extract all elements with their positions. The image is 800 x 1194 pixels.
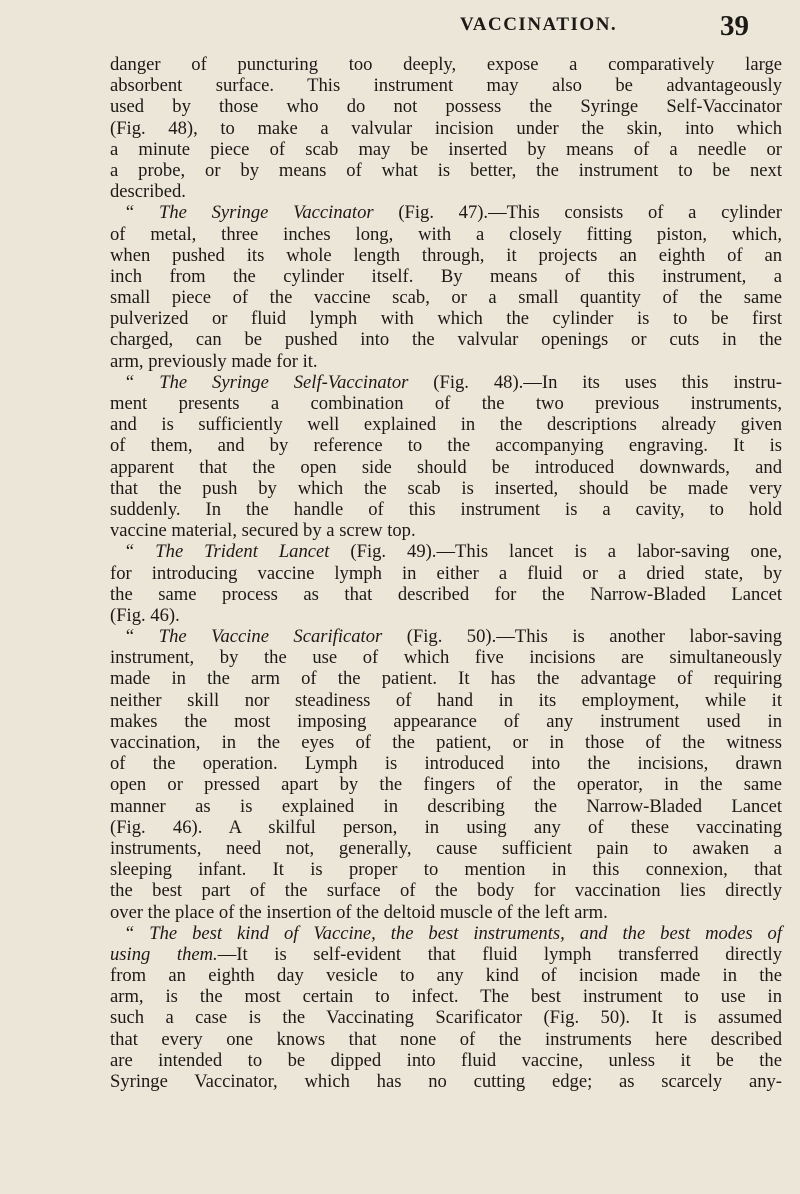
text-line: [110, 54, 782, 75]
line-text: from an eighth day vesicle to any kind of incision made in the: [110, 965, 782, 987]
line-text: of them, and by reference to the accompanying engraving. It is: [110, 435, 782, 457]
line-text: suddenly. In the handle of this instrument is a cavity, to hold: [110, 498, 782, 520]
line-text: over the place of the insertion of the deltoid muscle of the left arm.: [110, 901, 608, 923]
text-line: [110, 986, 782, 1007]
text-line: [110, 520, 782, 541]
line-text: manner as is explained in describing the Narrow-Bladed Lancet: [110, 795, 782, 817]
line-text: the best part of the surface of the body for vaccination lies directly: [110, 880, 782, 902]
line-text: sleeping infant. It is proper to mention in this connexion, that: [110, 859, 782, 881]
line-text: used by those who do not possess the Syringe Self-Vaccinator: [110, 96, 782, 118]
line-text: inch from the cylinder itself. By means of this instrument, a: [110, 265, 782, 287]
line-text: a minute piece of scab may be inserted by means of a needle or: [110, 138, 782, 160]
text-line: [110, 1071, 782, 1092]
line-text: the same process as that described for the Narrow-Bladed Lancet: [110, 583, 782, 605]
line-text: that every one knows that none of the instruments here described: [110, 1028, 782, 1050]
line-text: absorbent surface. This instrument may also be advantageously: [110, 75, 782, 97]
line-text: a probe, or by means of what is better, the instrument to be next: [110, 159, 782, 181]
line-text: when pushed its whole length through, it projects an eighth of an: [110, 244, 782, 266]
text-line: [110, 457, 782, 478]
text-line: [110, 838, 782, 859]
italic-heading: “ The best kind of Vaccine, the best instruments, and the best modes of: [124, 922, 782, 944]
text-line: [110, 224, 782, 245]
text-line: [110, 584, 782, 605]
page-number: 39: [720, 10, 749, 42]
text-line: [110, 266, 782, 287]
text-line: [110, 859, 782, 880]
text-line: [110, 372, 782, 393]
line-text: pulverized or fluid lymph with which the cylinder is to be first: [110, 308, 782, 330]
line-text: vaccination, in the eyes of the patient, or in those of the witness: [110, 732, 782, 753]
text-line: [110, 796, 782, 817]
line-text: —It is self-evident that fluid lymph transferred directly: [217, 943, 783, 965]
text-line: [110, 435, 782, 456]
line-text: open or pressed apart by the fingers of the operator, in the same: [110, 774, 782, 796]
text-line: [110, 817, 782, 838]
text-line: [110, 181, 782, 202]
italic-heading: “ The Vaccine Scarificator: [124, 626, 383, 648]
line-text: neither skill nor steadiness of hand in its employment, while it: [110, 689, 782, 711]
text-line: [110, 1050, 782, 1071]
text-line: [110, 1029, 782, 1050]
text-line: [110, 753, 782, 774]
text-line: [110, 139, 782, 160]
text-line: [110, 711, 782, 732]
line-text: (Fig. 48), to make a valvular incision under the skin, into which: [110, 117, 782, 139]
text-line: [110, 414, 782, 435]
line-text: danger of puncturing too deeply, expose a comparatively large: [110, 54, 782, 75]
line-text: instrument, by the use of which five incisions are simultaneously: [110, 647, 782, 669]
text-line: [110, 880, 782, 901]
text-line: [110, 944, 782, 965]
text-line: [110, 1007, 782, 1028]
text-line: [110, 287, 782, 308]
text-line: [110, 351, 782, 372]
italic-heading: “ The Syringe Self-Vaccinator: [124, 371, 409, 393]
text-line: [110, 965, 782, 986]
line-text: that the push by which the scab is inserted, should be made very: [110, 477, 782, 499]
text-line: [110, 902, 782, 923]
line-text: (Fig. 49).—This lancet is a labor-saving one,: [329, 541, 783, 563]
italic-heading: using them.: [110, 943, 218, 965]
line-text: made in the arm of the patient. It has the advantage of requiring: [110, 668, 782, 690]
text-line: [110, 118, 782, 139]
line-text: (Fig. 48).—In its uses this instru-: [408, 371, 782, 393]
text-line: [110, 202, 782, 223]
line-text: arm, previously made for it.: [110, 350, 318, 372]
line-text: described.: [110, 181, 186, 203]
text-line: [110, 393, 782, 414]
text-line: [110, 647, 782, 668]
text-line: [110, 732, 782, 753]
text-line: [110, 605, 782, 626]
text-line: [110, 626, 782, 647]
text-line: [110, 690, 782, 711]
text-line: [110, 75, 782, 96]
line-text: small piece of the vaccine scab, or a small quantity of the same: [110, 287, 782, 309]
text-line: [110, 541, 782, 562]
text-line: [110, 245, 782, 266]
text-line: [110, 308, 782, 329]
line-text: vaccine material, secured by a screw top.: [110, 520, 416, 542]
text-line: [110, 96, 782, 117]
line-text: of the operation. Lymph is introduced into the incisions, drawn: [110, 753, 782, 775]
line-text: Syringe Vaccinator, which has no cutting edge; as scarcely any-: [110, 1071, 782, 1092]
line-text: such a case is the Vaccinating Scarificator (Fig. 50). It is assumed: [110, 1007, 782, 1029]
line-text: arm, is the most certain to infect. The best instrument to use in: [110, 986, 782, 1008]
line-text: of metal, three inches long, with a closely fitting piston, which,: [110, 223, 782, 245]
text-line: [110, 563, 782, 584]
page-header: [0, 8, 800, 48]
text-line: [110, 160, 782, 181]
running-title: VACCINATION.: [460, 14, 618, 35]
line-text: apparent that the open side should be introduced downwards, and: [110, 456, 782, 478]
line-text: (Fig. 47).—This consists of a cylinder: [373, 202, 782, 224]
line-text: for introducing vaccine lymph in either a fluid or a dried state, by: [110, 562, 782, 584]
line-text: are intended to be dipped into fluid vaccine, unless it be the: [110, 1049, 782, 1071]
line-text: (Fig. 46). A skilful person, in using any of these vaccinating: [110, 816, 782, 838]
text-line: [110, 774, 782, 795]
text-line: [110, 923, 782, 944]
text-line: [110, 499, 782, 520]
italic-heading: “ The Syringe Vaccinator: [124, 202, 374, 224]
line-text: makes the most imposing appearance of any instrument used in: [110, 710, 782, 732]
text-line: [110, 668, 782, 689]
italic-heading: “ The Trident Lancet: [124, 541, 330, 563]
text-line: [110, 478, 782, 499]
line-text: ment presents a combination of the two previous instruments,: [110, 393, 782, 414]
line-text: charged, can be pushed into the valvular openings or cuts in the: [110, 329, 782, 351]
line-text: instruments, need not, generally, cause sufficient pain to awaken a: [110, 837, 782, 859]
text-line: [110, 329, 782, 350]
line-text: (Fig. 46).: [110, 604, 180, 626]
line-text: (Fig. 50).—This is another labor-saving: [382, 626, 782, 648]
line-text: and is sufficiently well explained in the descriptions already given: [110, 414, 782, 436]
body-text: [110, 54, 782, 1092]
